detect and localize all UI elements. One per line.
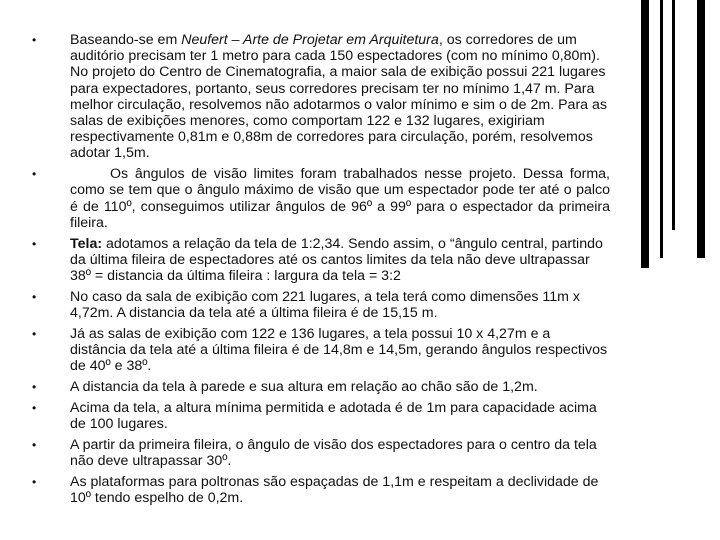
decorative-bar: [697, 0, 705, 258]
bullet-item: [32, 437, 610, 469]
bullet-text: , os corredores de um auditório precisam ter 1 metro para cada 150 espectadores (com no mínimo 0,80m). No projeto do Centro de Cinematografia, a maior sala de exibição possui 221 lugares para expectadores, portanto, seus corredores precisam ter no mínimo 1,47 m. Para melhor circulação, resolvemos não adotarmos o valor mínimo e sim o de 2m. Para as salas de exibições menores, como comportam 122 e 132 lugares, exigiriam respectivamente 0,81m e 0,88m de corredores para circulação, porém, resolvemos adotar 1,5m.: [70, 32, 607, 162]
bullet-item: [32, 166, 610, 231]
bullet-list: [32, 32, 610, 511]
bullet-text: A distancia da tela à parede e sua altura em relação ao chão são de 1,2m.: [70, 379, 538, 396]
bullet-item: [32, 289, 610, 321]
decorative-bar: [672, 0, 675, 230]
bullet-item: [32, 32, 610, 162]
bullet-item: [32, 400, 610, 432]
bullet-item: [32, 326, 610, 375]
bullet-text: No caso da sala de exibição com 221 lugares, a tela terá como dimensões 11m x 4,72m. A distancia da tela até a última fileira é de 15,15 m.: [70, 288, 580, 322]
bullet-item: [32, 474, 610, 506]
decorative-bar: [641, 0, 649, 268]
bullet-item: [32, 379, 610, 395]
decorative-bar: [660, 0, 663, 258]
bullet-text: Acima da tela, a altura mínima permitida e adotada é de 1m para capacidade acima de 100 lugares.: [70, 399, 597, 433]
bullet-text: A partir da primeira fileira, o ângulo de visão dos espectadores para o centro da tela não deve ultrapassar 30º.: [70, 436, 597, 470]
bullet-heading: Tela:: [70, 235, 103, 252]
bullet-text: Já as salas de exibição com 122 e 136 lugares, a tela possui 10 x 4,27m e a distância da tela até a última fileira é de 14,8m e 14,5m, gerando ângulos respectivos de 40º e 38º.: [70, 325, 608, 375]
bullet-text: As plataformas para poltronas são espaçadas de 1,1m e respeitam a declividade de 10º tendo espelho de 0,2m.: [70, 473, 599, 507]
bullet-text: adotamos a relação da tela de 1:2,34. Sendo assim, o “ângulo central, partindo da última fileira de espectadores até os cantos limites da tela não deve ultrapassar 38º = distancia da última fileira : largura da tela = 3:2: [70, 235, 603, 285]
book-title: Neufert – Arte de Projetar em Arquitetura: [181, 32, 439, 48]
bullet-text: Os ângulos de visão limites foram trabalhados nesse projeto. Dessa forma, como se tem que o ângulo máximo de visão que um espectador pode ter até o palco é de 110º, conseguimos utilizar ângulos de 96º a 99º para o espectador da primeira fileira.: [70, 166, 610, 231]
bullet-item: [32, 236, 610, 285]
bullet-text: Baseando-se em: [70, 32, 182, 48]
